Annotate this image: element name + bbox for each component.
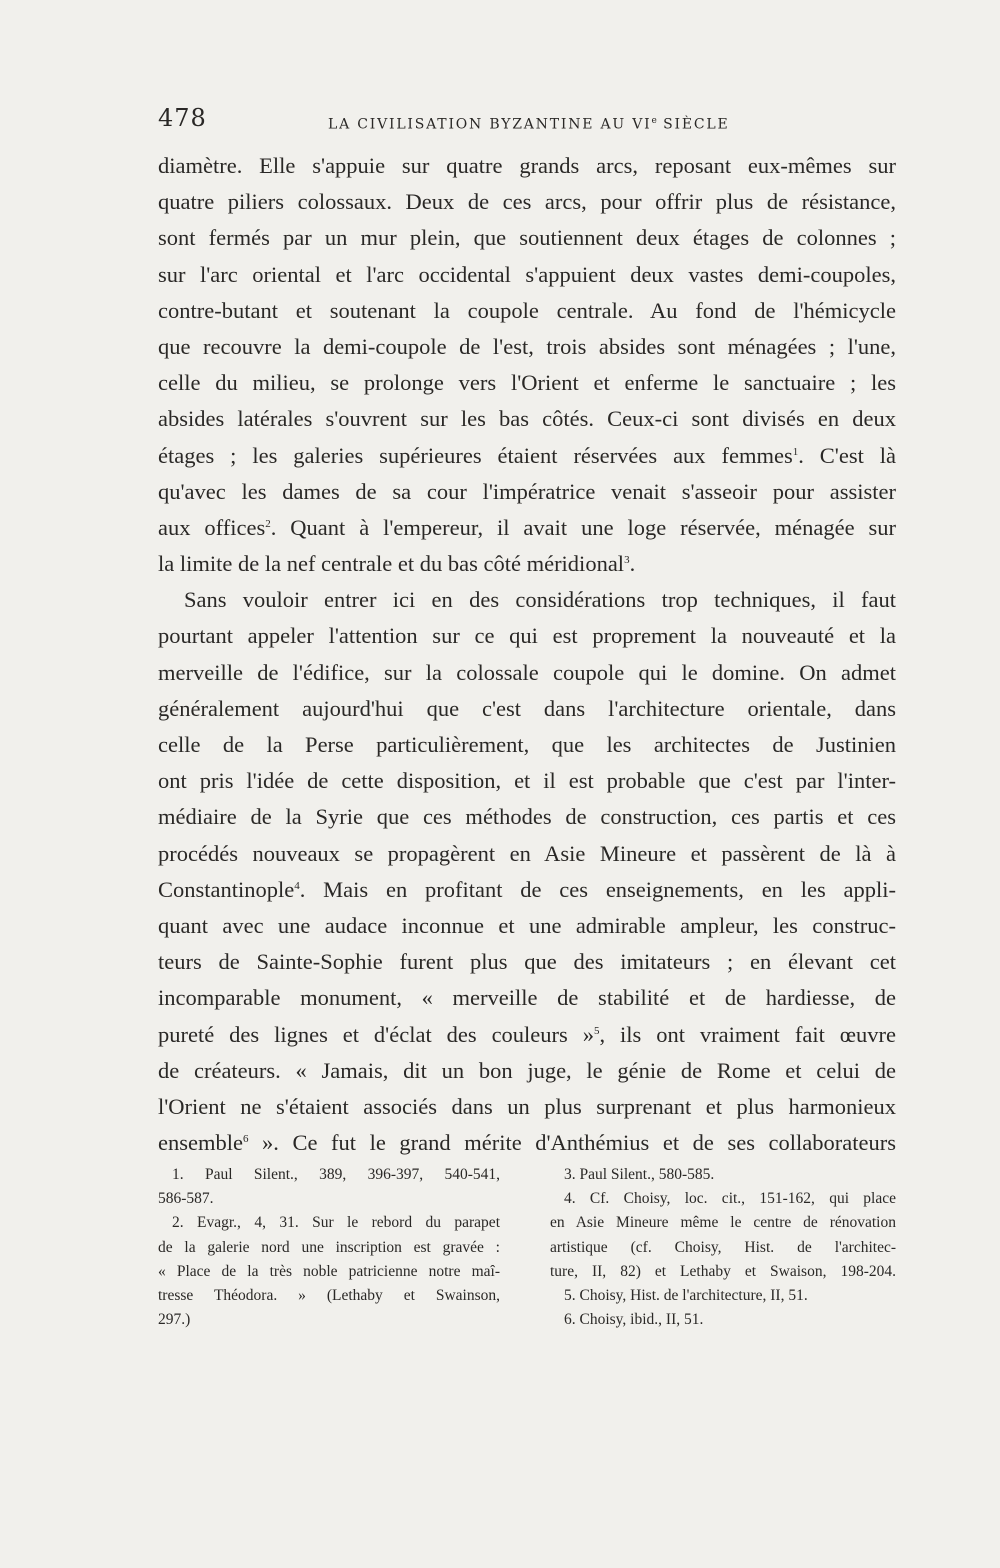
text-line: incomparable monument, « merveille de stabilité et de hardiesse, de xyxy=(158,985,896,1011)
footnote-ref: 5 xyxy=(593,1024,600,1037)
text-line: la limite de la nef centrale et du bas côté méridional$^3$. xyxy=(158,551,636,577)
footnote-line: 6. Choisy, ibid., II, 51. xyxy=(564,1311,704,1329)
text-line: quatre piliers colossaux. Deux de ces arcs, pour offrir plus de résistance, xyxy=(158,189,896,215)
footnote-line: 3. Paul Silent., 580-585. xyxy=(564,1166,715,1183)
footnote-line: en Asie Mineure même le centre de rénovation xyxy=(550,1214,896,1232)
text-line: sont fermés par un mur plein, que soutiennent deux étages de colonnes ; xyxy=(158,225,896,251)
footnote-line: 1. Paul Silent., 389, 396-397, 540-541, xyxy=(172,1166,500,1183)
body-text xyxy=(158,148,896,1161)
text-line: de créateurs. « Jamais, dit un bon juge, le génie de Rome et celui de xyxy=(158,1057,896,1083)
footnote-line: tresse Théodora. » (Lethaby et Swainson, xyxy=(158,1286,500,1304)
text-line: généralement aujourd'hui que c'est dans l'architecture orientale, dans xyxy=(158,695,896,721)
footnote-line: 5. Choisy, Hist. de l'architecture, II, 51. xyxy=(564,1286,808,1304)
text-line: qu'avec les dames de sa cour l'impératrice venait s'asseoir pour assister xyxy=(158,478,896,504)
text-line: aux offices$^2$. Quant à l'empereur, il avait une loge réservée, ménagée sur xyxy=(158,514,896,540)
text-line: Sans vouloir entrer ici en des considérations trop techniques, il faut xyxy=(184,587,896,613)
footnote-line: « Place de la très noble patricienne notre maî- xyxy=(158,1262,500,1280)
text-line: diamètre. Elle s'appuie sur quatre grands arcs, reposant eux-mêmes sur xyxy=(158,153,896,178)
text-line: sur l'arc oriental et l'arc occidental s'appuient deux vastes demi-coupoles, xyxy=(158,261,896,287)
text-line: procédés nouveaux se propagèrent en Asie Mineure et passèrent de là à xyxy=(158,840,896,866)
running-head-superscript: e xyxy=(651,116,657,126)
text-line: absides latérales s'ouvrent sur les bas côtés. Ceux-ci sont divisés en deux xyxy=(158,406,896,432)
text-line: contre-butant et soutenant la coupole centrale. Au fond de l'hémicycle xyxy=(158,297,896,323)
footnote-ref: 1 xyxy=(792,445,799,458)
footnote-line: 2. Evagr., 4, 31. Sur le rebord du parapet xyxy=(172,1214,500,1232)
footnote-line: ture, II, 82) et Lethaby et Swaison, 198-204. xyxy=(550,1262,896,1280)
text-line: ont pris l'idée de cette disposition, et il est probable que c'est par l'inter- xyxy=(158,768,896,794)
text-line: pureté des lignes et d'éclat des couleurs »$^5$, ils ont vraiment fait œuvre xyxy=(158,1021,896,1047)
footnote-line: 4. Cf. Choisy, loc. cit., 151-162, qui place xyxy=(564,1190,896,1208)
running-head-text: LA CIVILISATION BYZANTINE AU VI xyxy=(328,116,652,133)
running-head-tail: SIÈCLE xyxy=(663,116,730,133)
page-header xyxy=(158,104,896,144)
text-line: médiaire de la Syrie que ces méthodes de construction, ces partis et ces xyxy=(158,804,896,830)
text-line: étages ; les galeries supérieures étaient réservées aux femmes$^1$. C'est là xyxy=(158,442,896,468)
footnote-ref: 4 xyxy=(294,879,300,892)
footnote-line: artistique (cf. Choisy, Hist. de l'architec- xyxy=(550,1238,896,1256)
footnote-line: 297.) xyxy=(158,1311,191,1329)
text-line: l'Orient ne s'étaient associés dans un plus surprenant et plus harmonieux xyxy=(158,1093,896,1119)
text-line: quant avec une audace inconnue et une admirable ampleur, les construc- xyxy=(158,912,896,938)
footnote-line: de la galerie nord une inscription est gravée : xyxy=(158,1238,500,1256)
footnote-ref: 2 xyxy=(265,517,271,530)
footnote-line: 586-587. xyxy=(158,1190,214,1208)
text-line: celle du milieu, se prolonge vers l'Orient et enferme le sanctuaire ; les xyxy=(158,370,896,396)
running-head xyxy=(328,116,729,133)
text-line: merveille de l'édifice, sur la colossale coupole qui le domine. On admet xyxy=(158,659,896,685)
footnote-ref: 6 xyxy=(242,1133,249,1146)
text-line: ensemble$^6$ ». Ce fut le grand mérite d'Anthémius et de ses collaborateurs xyxy=(158,1130,896,1156)
footnote-ref: 3 xyxy=(624,554,630,567)
footnotes-left-column xyxy=(158,1163,500,1332)
text-line: pourtant appeler l'attention sur ce qui est proprement la nouveauté et la xyxy=(158,623,896,649)
text-line: teurs de Sainte-Sophie furent plus que des imitateurs ; en élevant cet xyxy=(158,949,896,975)
text-line: Constantinople$^4$. Mais en profitant de ces enseignements, en les appli- xyxy=(158,876,896,902)
footnotes-right-column xyxy=(550,1163,896,1332)
page-number: 478 xyxy=(158,104,207,132)
text-line: que recouvre la demi-coupole de l'est, trois absides sont ménagées ; l'une, xyxy=(158,333,896,359)
text-line: celle de la Perse particulièrement, que les architectes de Justinien xyxy=(158,732,896,757)
